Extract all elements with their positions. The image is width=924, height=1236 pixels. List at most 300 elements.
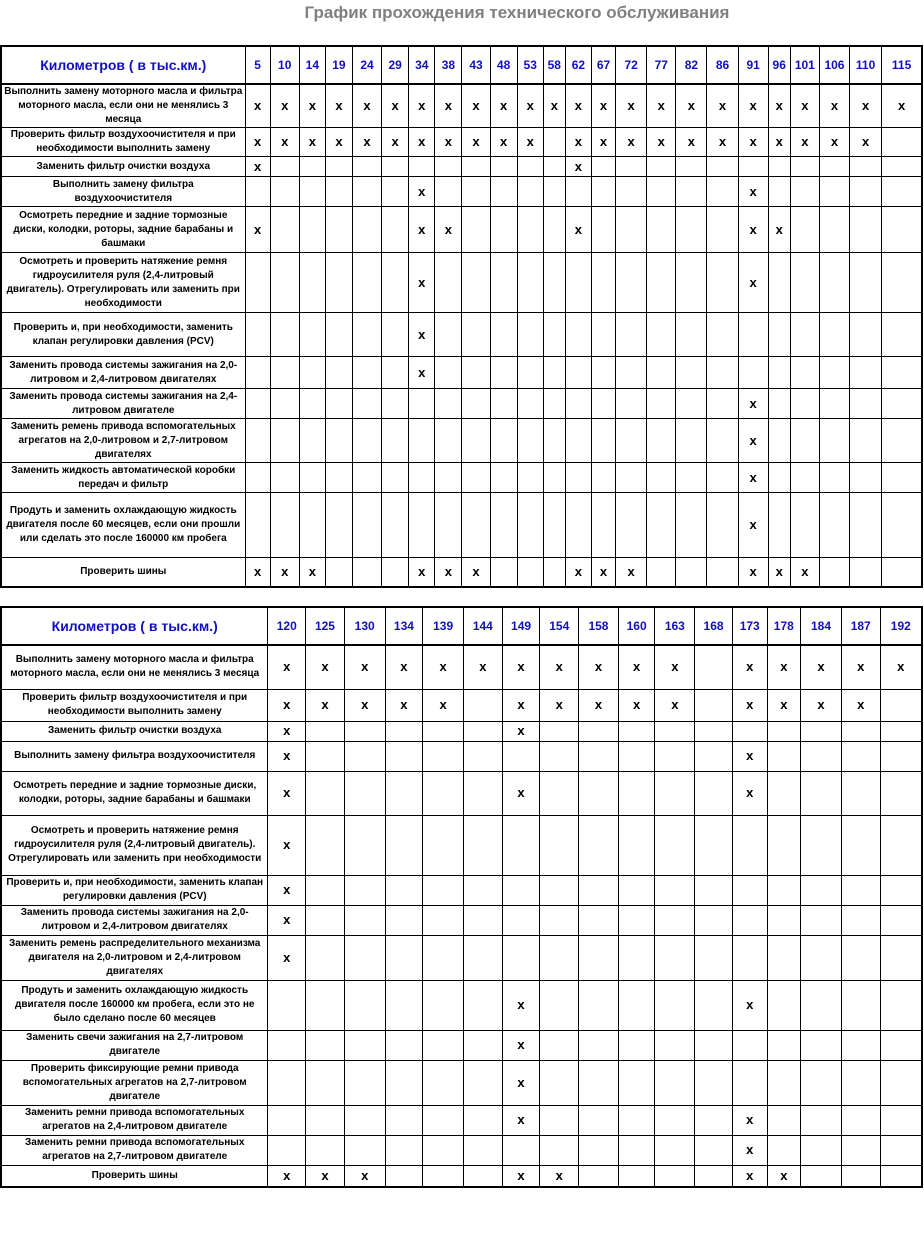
service-mark-cell: x bbox=[502, 1105, 540, 1135]
empty-cell bbox=[695, 771, 733, 815]
service-task-label: Заменить ремни привода вспомогательных агрегатов на 2,7-литровом двигателе bbox=[1, 1135, 268, 1165]
empty-cell bbox=[655, 1060, 695, 1105]
table-row bbox=[1, 875, 922, 905]
empty-cell bbox=[591, 177, 615, 207]
table-row bbox=[1, 1135, 922, 1165]
service-task-label: Проверить и, при необходимости, заменить клапан регулировки давления (PCV) bbox=[1, 313, 245, 357]
empty-cell bbox=[385, 771, 423, 815]
service-task-label: Осмотреть передние и задние тормозные диски, колодки, роторы, задние барабаны и башмаки bbox=[1, 771, 268, 815]
service-mark-cell: x bbox=[299, 558, 325, 587]
empty-cell bbox=[768, 463, 790, 493]
empty-cell bbox=[423, 815, 464, 875]
empty-cell bbox=[490, 207, 517, 253]
empty-cell bbox=[540, 741, 579, 771]
service-mark-cell: x bbox=[738, 128, 768, 157]
service-mark-cell: x bbox=[502, 689, 540, 721]
empty-cell bbox=[841, 935, 880, 980]
empty-cell bbox=[270, 253, 299, 313]
empty-cell bbox=[344, 1135, 385, 1165]
empty-cell bbox=[462, 419, 490, 463]
empty-cell bbox=[543, 128, 565, 157]
service-mark-cell: x bbox=[565, 558, 591, 587]
service-mark-cell: x bbox=[767, 645, 801, 689]
empty-cell bbox=[502, 815, 540, 875]
table-row bbox=[1, 84, 922, 128]
empty-cell bbox=[618, 1105, 655, 1135]
service-mark-cell: x bbox=[352, 128, 381, 157]
service-mark-cell: x bbox=[647, 128, 676, 157]
empty-cell bbox=[616, 157, 647, 177]
empty-cell bbox=[707, 253, 738, 313]
empty-cell bbox=[565, 357, 591, 389]
service-mark-cell: x bbox=[409, 558, 435, 587]
empty-cell bbox=[543, 177, 565, 207]
service-mark-cell: x bbox=[270, 558, 299, 587]
service-mark-cell: x bbox=[409, 313, 435, 357]
empty-cell bbox=[423, 771, 464, 815]
empty-cell bbox=[352, 313, 381, 357]
service-mark-cell: x bbox=[464, 645, 503, 689]
service-mark-cell: x bbox=[616, 84, 647, 128]
empty-cell bbox=[435, 493, 462, 558]
empty-cell bbox=[325, 558, 352, 587]
empty-cell bbox=[382, 253, 409, 313]
service-task-label: Заменить провода системы зажигания на 2,0-литровом и 2,4-литровом двигателях bbox=[1, 905, 268, 935]
empty-cell bbox=[695, 905, 733, 935]
service-task-label: Осмотреть и проверить натяжение ремня гидроусилителя руля (2,4-литровый двигатель). Отрегулировать или заменить при необходимости bbox=[1, 253, 245, 313]
empty-cell bbox=[841, 1030, 880, 1060]
service-mark-cell: x bbox=[490, 128, 517, 157]
empty-cell bbox=[565, 463, 591, 493]
empty-cell bbox=[880, 771, 922, 815]
empty-cell bbox=[306, 905, 345, 935]
empty-cell bbox=[423, 1135, 464, 1165]
empty-cell bbox=[732, 935, 767, 980]
empty-cell bbox=[790, 357, 819, 389]
service-mark-cell: x bbox=[245, 128, 270, 157]
service-mark-cell: x bbox=[850, 84, 882, 128]
empty-cell bbox=[435, 357, 462, 389]
empty-cell bbox=[423, 905, 464, 935]
km-column-header: 163 bbox=[655, 607, 695, 645]
empty-cell bbox=[299, 493, 325, 558]
empty-cell bbox=[880, 1165, 922, 1187]
service-mark-cell: x bbox=[543, 84, 565, 128]
empty-cell bbox=[462, 157, 490, 177]
empty-cell bbox=[502, 935, 540, 980]
empty-cell bbox=[850, 253, 882, 313]
empty-cell bbox=[768, 493, 790, 558]
table-row bbox=[1, 558, 922, 587]
service-task-label: Выполнить замену моторного масла и фильтра моторного масла, если они не менялись 3 месяца bbox=[1, 84, 245, 128]
service-mark-cell: x bbox=[502, 645, 540, 689]
empty-cell bbox=[382, 493, 409, 558]
service-mark-cell: x bbox=[270, 128, 299, 157]
empty-cell bbox=[591, 493, 615, 558]
empty-cell bbox=[464, 875, 503, 905]
service-mark-cell: x bbox=[435, 558, 462, 587]
service-mark-cell: x bbox=[707, 84, 738, 128]
empty-cell bbox=[767, 815, 801, 875]
km-column-header: 38 bbox=[435, 46, 462, 84]
service-task-label: Проверить шины bbox=[1, 1165, 268, 1187]
service-task-label: Продуть и заменить охлаждающую жидкость двигателя после 60 месяцев, если они прошли или сделать это после 160000 км пробега bbox=[1, 493, 245, 558]
service-mark-cell: x bbox=[732, 980, 767, 1030]
empty-cell bbox=[850, 493, 882, 558]
empty-cell bbox=[647, 207, 676, 253]
empty-cell bbox=[647, 253, 676, 313]
table-row bbox=[1, 493, 922, 558]
service-mark-cell: x bbox=[435, 84, 462, 128]
empty-cell bbox=[382, 177, 409, 207]
empty-cell bbox=[245, 493, 270, 558]
empty-cell bbox=[325, 157, 352, 177]
empty-cell bbox=[801, 935, 842, 980]
empty-cell bbox=[655, 1105, 695, 1135]
km-column-header: 106 bbox=[819, 46, 849, 84]
empty-cell bbox=[676, 177, 707, 207]
empty-cell bbox=[707, 463, 738, 493]
empty-cell bbox=[579, 815, 619, 875]
empty-cell bbox=[880, 689, 922, 721]
empty-cell bbox=[543, 207, 565, 253]
empty-cell bbox=[591, 253, 615, 313]
empty-cell bbox=[591, 207, 615, 253]
table-row bbox=[1, 389, 922, 419]
km-column-header: 24 bbox=[352, 46, 381, 84]
empty-cell bbox=[707, 157, 738, 177]
km-column-header: 96 bbox=[768, 46, 790, 84]
empty-cell bbox=[423, 1105, 464, 1135]
empty-cell bbox=[616, 419, 647, 463]
empty-cell bbox=[543, 558, 565, 587]
service-mark-cell: x bbox=[768, 84, 790, 128]
service-task-label: Заменить свечи зажигания на 2,7-литровом двигателе bbox=[1, 1030, 268, 1060]
service-mark-cell: x bbox=[435, 128, 462, 157]
empty-cell bbox=[382, 313, 409, 357]
service-mark-cell: x bbox=[579, 689, 619, 721]
km-column-header: 14 bbox=[299, 46, 325, 84]
empty-cell bbox=[502, 1135, 540, 1165]
service-task-label: Проверить фильтр воздухоочистителя и при необходимости выполнить замену bbox=[1, 689, 268, 721]
service-task-label: Заменить фильтр очистки воздуха bbox=[1, 157, 245, 177]
service-task-label: Осмотреть передние и задние тормозные диски, колодки, роторы, задние барабаны и башмаки bbox=[1, 207, 245, 253]
empty-cell bbox=[490, 157, 517, 177]
km-column-header: 72 bbox=[616, 46, 647, 84]
empty-cell bbox=[517, 558, 543, 587]
km-column-header: 187 bbox=[841, 607, 880, 645]
service-mark-cell: x bbox=[409, 84, 435, 128]
empty-cell bbox=[517, 253, 543, 313]
km-column-header: 10 bbox=[270, 46, 299, 84]
service-mark-cell: x bbox=[767, 1165, 801, 1187]
service-mark-cell: x bbox=[655, 645, 695, 689]
empty-cell bbox=[565, 313, 591, 357]
empty-cell bbox=[325, 419, 352, 463]
empty-cell bbox=[767, 741, 801, 771]
empty-cell bbox=[591, 389, 615, 419]
service-mark-cell: x bbox=[270, 84, 299, 128]
empty-cell bbox=[423, 935, 464, 980]
km-column-header: 29 bbox=[382, 46, 409, 84]
service-mark-cell: x bbox=[306, 645, 345, 689]
service-mark-cell: x bbox=[618, 645, 655, 689]
km-column-header: 184 bbox=[801, 607, 842, 645]
empty-cell bbox=[738, 313, 768, 357]
table-row bbox=[1, 157, 922, 177]
km-column-header: 77 bbox=[647, 46, 676, 84]
empty-cell bbox=[882, 177, 922, 207]
empty-cell bbox=[768, 357, 790, 389]
km-column-header: 168 bbox=[695, 607, 733, 645]
empty-cell bbox=[268, 1105, 306, 1135]
empty-cell bbox=[655, 1165, 695, 1187]
service-mark-cell: x bbox=[591, 84, 615, 128]
empty-cell bbox=[767, 875, 801, 905]
empty-cell bbox=[695, 815, 733, 875]
empty-cell bbox=[299, 313, 325, 357]
km-column-header: 67 bbox=[591, 46, 615, 84]
empty-cell bbox=[676, 157, 707, 177]
empty-cell bbox=[767, 1105, 801, 1135]
service-mark-cell: x bbox=[732, 645, 767, 689]
table-row bbox=[1, 771, 922, 815]
service-mark-cell: x bbox=[490, 84, 517, 128]
empty-cell bbox=[579, 1060, 619, 1105]
empty-cell bbox=[382, 357, 409, 389]
empty-cell bbox=[882, 357, 922, 389]
service-mark-cell: x bbox=[352, 84, 381, 128]
service-mark-cell: x bbox=[462, 84, 490, 128]
service-mark-cell: x bbox=[344, 689, 385, 721]
service-mark-cell: x bbox=[579, 645, 619, 689]
empty-cell bbox=[299, 253, 325, 313]
empty-cell bbox=[352, 493, 381, 558]
service-mark-cell: x bbox=[738, 493, 768, 558]
table-row bbox=[1, 1060, 922, 1105]
table-row bbox=[1, 207, 922, 253]
empty-cell bbox=[768, 419, 790, 463]
empty-cell bbox=[435, 463, 462, 493]
service-mark-cell: x bbox=[502, 1165, 540, 1187]
service-mark-cell: x bbox=[462, 558, 490, 587]
empty-cell bbox=[647, 313, 676, 357]
empty-cell bbox=[738, 157, 768, 177]
table-row bbox=[1, 980, 922, 1030]
empty-cell bbox=[695, 1030, 733, 1060]
service-mark-cell: x bbox=[382, 84, 409, 128]
service-mark-cell: x bbox=[502, 1060, 540, 1105]
table-row bbox=[1, 689, 922, 721]
service-task-label: Заменить ремни привода вспомогательных агрегатов на 2,4-литровом двигателе bbox=[1, 1105, 268, 1135]
service-mark-cell: x bbox=[268, 771, 306, 815]
km-column-header: 53 bbox=[517, 46, 543, 84]
km-header-row bbox=[1, 607, 922, 645]
empty-cell bbox=[540, 875, 579, 905]
empty-cell bbox=[325, 177, 352, 207]
empty-cell bbox=[270, 493, 299, 558]
service-mark-cell: x bbox=[618, 689, 655, 721]
empty-cell bbox=[801, 741, 842, 771]
empty-cell bbox=[655, 815, 695, 875]
empty-cell bbox=[655, 905, 695, 935]
empty-cell bbox=[695, 741, 733, 771]
empty-cell bbox=[579, 1165, 619, 1187]
empty-cell bbox=[543, 253, 565, 313]
empty-cell bbox=[299, 463, 325, 493]
empty-cell bbox=[647, 463, 676, 493]
service-mark-cell: x bbox=[423, 689, 464, 721]
empty-cell bbox=[423, 741, 464, 771]
empty-cell bbox=[841, 905, 880, 935]
table-row bbox=[1, 1105, 922, 1135]
service-mark-cell: x bbox=[268, 935, 306, 980]
empty-cell bbox=[385, 815, 423, 875]
empty-cell bbox=[490, 493, 517, 558]
empty-cell bbox=[882, 463, 922, 493]
empty-cell bbox=[647, 419, 676, 463]
empty-cell bbox=[880, 905, 922, 935]
empty-cell bbox=[435, 157, 462, 177]
empty-cell bbox=[880, 1060, 922, 1105]
empty-cell bbox=[695, 980, 733, 1030]
empty-cell bbox=[543, 463, 565, 493]
km-column-header: 173 bbox=[732, 607, 767, 645]
empty-cell bbox=[325, 253, 352, 313]
empty-cell bbox=[565, 177, 591, 207]
empty-cell bbox=[819, 157, 849, 177]
empty-cell bbox=[382, 389, 409, 419]
service-task-label: Проверить фильтр воздухоочистителя и при необходимости выполнить замену bbox=[1, 128, 245, 157]
empty-cell bbox=[616, 357, 647, 389]
km-column-header: 110 bbox=[850, 46, 882, 84]
service-mark-cell: x bbox=[850, 128, 882, 157]
empty-cell bbox=[850, 357, 882, 389]
empty-cell bbox=[850, 177, 882, 207]
empty-cell bbox=[767, 1135, 801, 1165]
empty-cell bbox=[767, 1030, 801, 1060]
empty-cell bbox=[540, 935, 579, 980]
empty-cell bbox=[732, 721, 767, 741]
empty-cell bbox=[352, 419, 381, 463]
empty-cell bbox=[841, 1105, 880, 1135]
km-column-header: 86 bbox=[707, 46, 738, 84]
empty-cell bbox=[882, 207, 922, 253]
empty-cell bbox=[344, 1105, 385, 1135]
empty-cell bbox=[245, 389, 270, 419]
km-column-header: 192 bbox=[880, 607, 922, 645]
empty-cell bbox=[423, 1165, 464, 1187]
empty-cell bbox=[801, 1030, 842, 1060]
service-mark-cell: x bbox=[732, 1165, 767, 1187]
empty-cell bbox=[382, 558, 409, 587]
empty-cell bbox=[819, 493, 849, 558]
empty-cell bbox=[423, 1030, 464, 1060]
empty-cell bbox=[464, 741, 503, 771]
empty-cell bbox=[435, 253, 462, 313]
empty-cell bbox=[882, 493, 922, 558]
service-mark-cell: x bbox=[344, 645, 385, 689]
service-mark-cell: x bbox=[325, 128, 352, 157]
service-task-label: Заменить фильтр очистки воздуха bbox=[1, 721, 268, 741]
service-mark-cell: x bbox=[565, 84, 591, 128]
service-mark-cell: x bbox=[344, 1165, 385, 1187]
empty-cell bbox=[790, 419, 819, 463]
table-row bbox=[1, 935, 922, 980]
empty-cell bbox=[435, 177, 462, 207]
empty-cell bbox=[464, 1135, 503, 1165]
empty-cell bbox=[841, 1135, 880, 1165]
empty-cell bbox=[618, 980, 655, 1030]
empty-cell bbox=[616, 389, 647, 419]
service-mark-cell: x bbox=[385, 645, 423, 689]
empty-cell bbox=[462, 463, 490, 493]
empty-cell bbox=[344, 935, 385, 980]
empty-cell bbox=[801, 1135, 842, 1165]
km-column-header: 43 bbox=[462, 46, 490, 84]
service-mark-cell: x bbox=[423, 645, 464, 689]
empty-cell bbox=[306, 741, 345, 771]
service-mark-cell: x bbox=[801, 689, 842, 721]
service-mark-cell: x bbox=[790, 128, 819, 157]
service-task-label: Проверить и, при необходимости, заменить клапан регулировки давления (PCV) bbox=[1, 875, 268, 905]
empty-cell bbox=[306, 935, 345, 980]
empty-cell bbox=[325, 493, 352, 558]
maintenance-table-2 bbox=[0, 606, 923, 1188]
empty-cell bbox=[490, 313, 517, 357]
empty-cell bbox=[579, 905, 619, 935]
empty-cell bbox=[268, 1135, 306, 1165]
service-mark-cell: x bbox=[591, 128, 615, 157]
empty-cell bbox=[462, 357, 490, 389]
empty-cell bbox=[655, 721, 695, 741]
empty-cell bbox=[732, 1060, 767, 1105]
table-row bbox=[1, 128, 922, 157]
service-mark-cell: x bbox=[647, 84, 676, 128]
service-mark-cell: x bbox=[565, 207, 591, 253]
empty-cell bbox=[382, 463, 409, 493]
empty-cell bbox=[880, 875, 922, 905]
empty-cell bbox=[464, 905, 503, 935]
service-mark-cell: x bbox=[841, 645, 880, 689]
service-mark-cell: x bbox=[738, 253, 768, 313]
empty-cell bbox=[540, 721, 579, 741]
empty-cell bbox=[464, 689, 503, 721]
empty-cell bbox=[540, 1030, 579, 1060]
empty-cell bbox=[841, 815, 880, 875]
service-mark-cell: x bbox=[245, 157, 270, 177]
empty-cell bbox=[591, 357, 615, 389]
table-row bbox=[1, 1165, 922, 1187]
service-task-label: Проверить фиксирующие ремни привода вспомогательных агрегатов на 2,7-литровом двигателе bbox=[1, 1060, 268, 1105]
empty-cell bbox=[344, 875, 385, 905]
empty-cell bbox=[790, 157, 819, 177]
service-mark-cell: x bbox=[880, 645, 922, 689]
empty-cell bbox=[880, 1135, 922, 1165]
empty-cell bbox=[801, 771, 842, 815]
service-task-label: Проверить шины bbox=[1, 558, 245, 587]
empty-cell bbox=[352, 177, 381, 207]
km-header-label: Километров ( в тыс.км.) bbox=[1, 46, 245, 84]
table-row bbox=[1, 905, 922, 935]
empty-cell bbox=[352, 207, 381, 253]
service-mark-cell: x bbox=[738, 463, 768, 493]
empty-cell bbox=[299, 207, 325, 253]
empty-cell bbox=[270, 207, 299, 253]
service-task-label: Выполнить замену фильтра воздухоочистителя bbox=[1, 177, 245, 207]
empty-cell bbox=[385, 935, 423, 980]
service-task-label: Выполнить замену фильтра воздухоочистителя bbox=[1, 741, 268, 771]
